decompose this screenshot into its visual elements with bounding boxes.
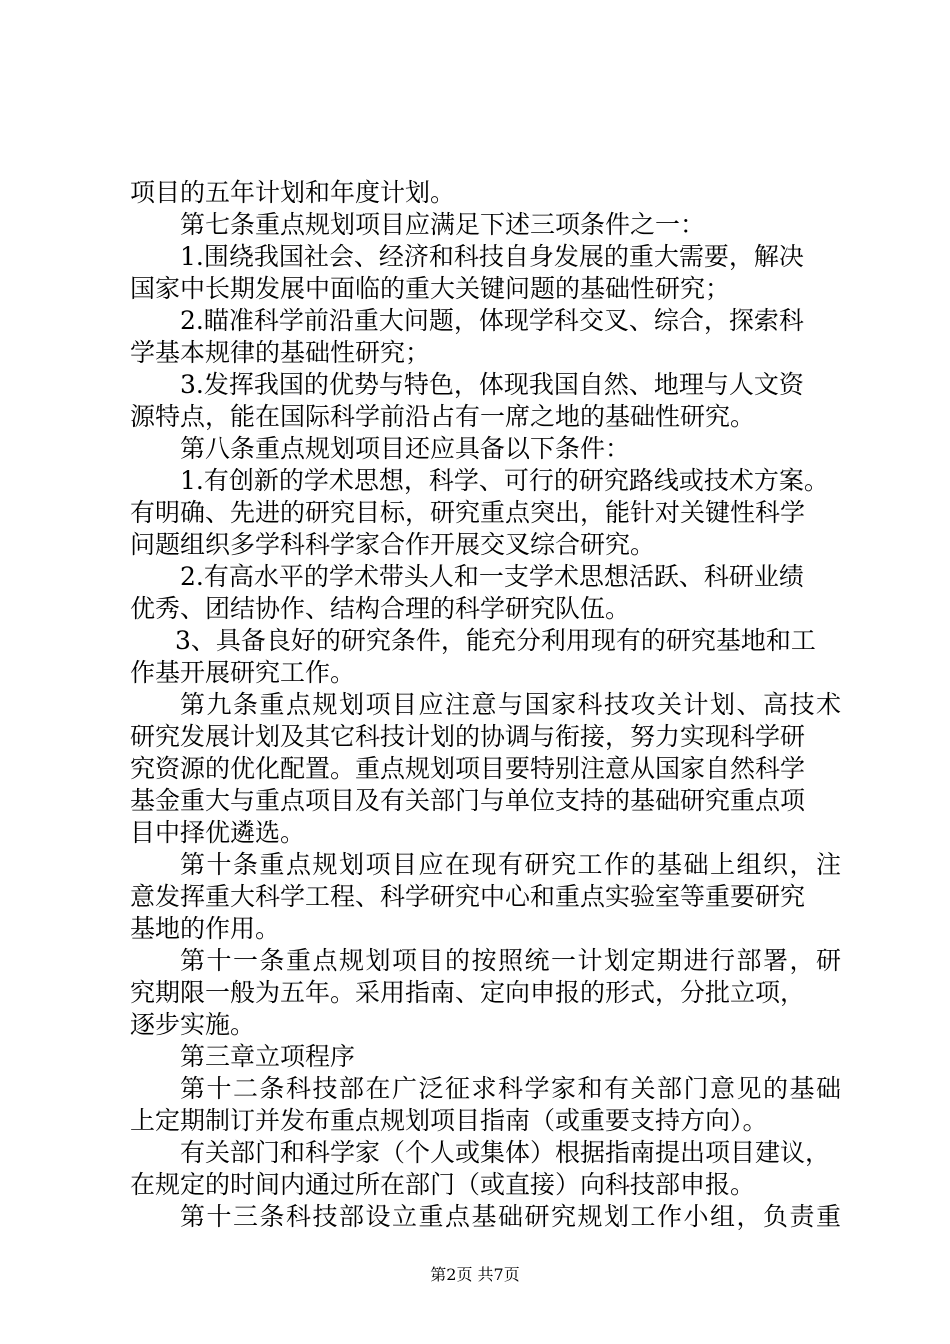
text-line: 3.发挥我国的优势与特色，体现我国自然、地理与人文资 [180,370,804,399]
text-line: 1.有创新的学术思想，科学、可行的研究路线或技术方案。 [180,466,829,495]
text-line: 究资源的优化配置。重点规划项目要特别注意从国家自然科学 [130,754,806,783]
text-line: 意发挥重大科学工程、科学研究中心和重点实验室等重要研究 [130,882,806,911]
text-line: 第十条重点规划项目应在现有研究工作的基础上组织，注 [180,850,843,879]
text-line: 上定期制订并发布重点规划项目指南（或重要支持方向）。 [130,1106,768,1135]
text-line: 1.围绕我国社会、经济和科技自身发展的重大需要，解决 [180,242,804,271]
section-heading: 第三章立项程序 [180,1042,356,1071]
text-line: 基地的作用。 [130,914,281,943]
text-line: 基金重大与重点项目及有关部门与单位支持的基础研究重点项 [130,786,806,815]
text-line: 有关部门和科学家（个人或集体）根据指南提出项目建议， [180,1138,831,1167]
text-line: 问题组织多学科科学家合作开展交叉综合研究。 [130,530,656,559]
text-line: 国家中长期发展中面临的重大关键问题的基础性研究； [130,274,731,303]
text-line: 2.瞄准科学前沿重大问题，体现学科交叉、综合，探索科 [180,306,804,335]
text-line: 优秀、团结协作、结构合理的科学研究队伍。 [130,594,631,623]
page-footer: 第2页 共7页 [430,1265,520,1284]
text-line: 第十三条科技部设立重点基础研究规划工作小组，负责重 [180,1202,843,1231]
text-line: 第九条重点规划项目应注意与国家科技攻关计划、高技术 [180,690,843,719]
text-line: 2.有高水平的学术带头人和一支学术思想活跃、科研业绩 [180,562,804,591]
text-line: 第七条重点规划项目应满足下述三项条件之一： [180,210,706,239]
text-line: 第十一条重点规划项目的按照统一计划定期进行部署，研 [180,946,843,975]
text-line: 源特点，能在国际科学前沿占有一席之地的基础性研究。 [130,402,756,431]
text-line: 在规定的时间内通过所在部门（或直接）向科技部申报。 [130,1170,756,1199]
text-line: 目中择优遴选。 [130,818,306,847]
text-line: 第八条重点规划项目还应具备以下条件： [180,434,631,463]
text-line: 学基本规律的基础性研究； [130,338,431,367]
text-line: 3、具备良好的研究条件，能充分利用现有的研究基地和工 [175,626,816,655]
text-line: 作基开展研究工作。 [130,658,356,687]
text-line: 逐步实施。 [130,1010,256,1039]
text-line: 有明确、先进的研究目标，研究重点突出，能针对关键性科学 [130,498,806,527]
text-line: 研究发展计划及其它科技计划的协调与衔接，努力实现科学研 [130,722,806,751]
text-line: 究期限一般为五年。采用指南、定向申报的形式，分批立项， [130,978,806,1007]
text-line: 第十二条科技部在广泛征求科学家和有关部门意见的基础 [180,1074,843,1103]
text-line: 项目的五年计划和年度计划。 [130,178,456,207]
